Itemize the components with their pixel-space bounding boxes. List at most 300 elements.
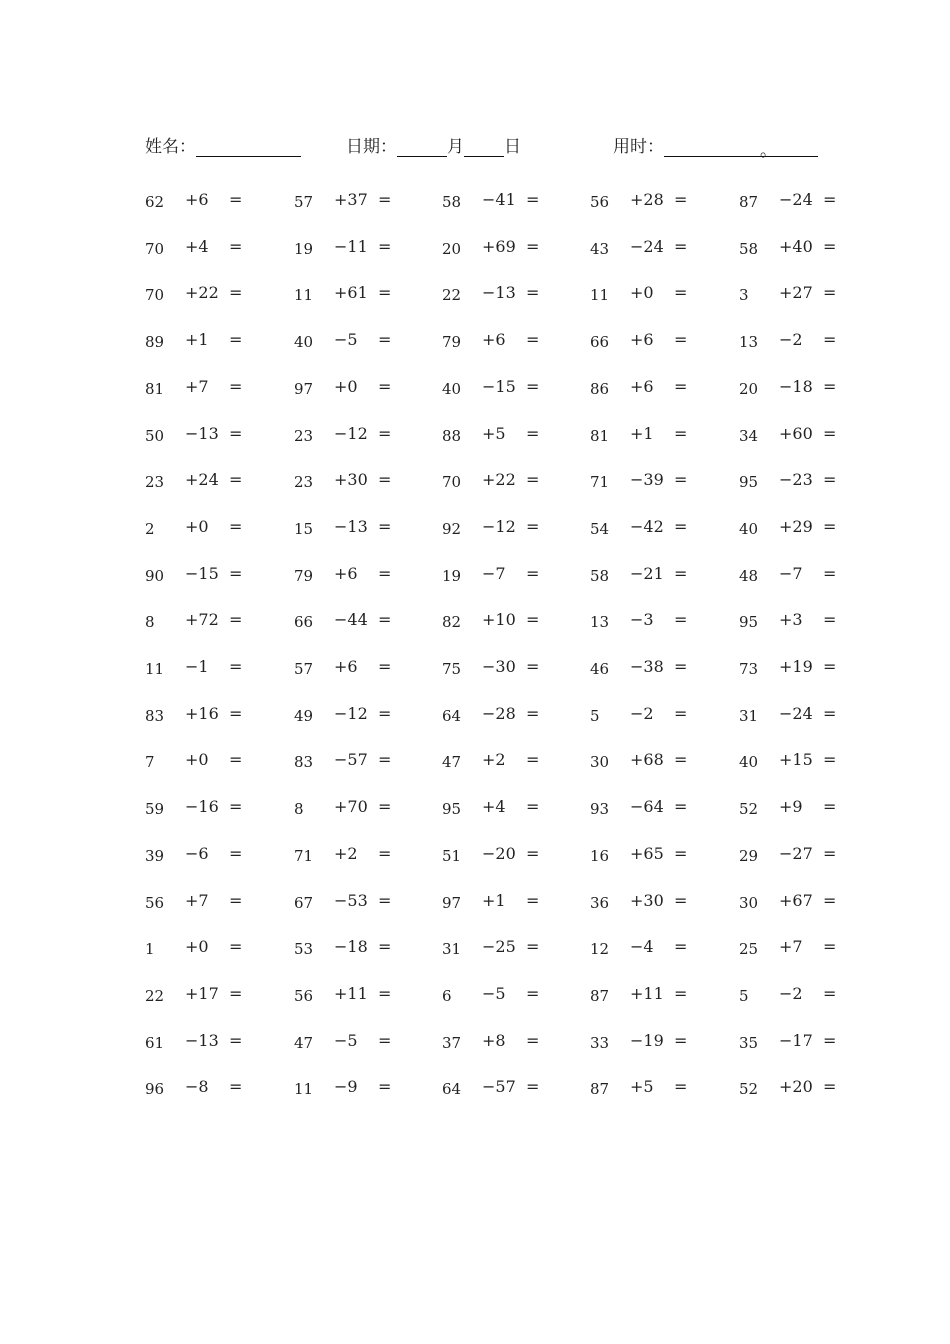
- equals-sign: =: [823, 843, 837, 863]
- problem-row: [0, 842, 950, 872]
- operator-operand-b: −28: [482, 703, 516, 723]
- equals-sign: =: [229, 703, 243, 723]
- operand-a: 40: [294, 333, 314, 352]
- operand-a: 35: [739, 1033, 759, 1052]
- problem-row: [0, 608, 950, 638]
- equals-sign: =: [526, 236, 540, 256]
- operator-operand-b: −16: [185, 797, 219, 817]
- operator-operand-b: −25: [482, 937, 516, 957]
- operand-a: 40: [739, 519, 759, 538]
- problem-row: [0, 1029, 950, 1059]
- equals-sign: =: [526, 283, 540, 303]
- equals-sign: =: [378, 1030, 392, 1050]
- equals-sign: =: [526, 516, 540, 536]
- equals-sign: =: [229, 516, 243, 536]
- problem-row: [0, 188, 950, 218]
- operator-operand-b: +10: [482, 610, 516, 630]
- problem-row: [0, 375, 950, 405]
- operator-operand-b: +72: [185, 610, 219, 630]
- equals-sign: =: [378, 890, 392, 910]
- equals-sign: =: [378, 797, 392, 817]
- operand-a: 39: [145, 846, 165, 865]
- problem-row: [0, 468, 950, 498]
- operand-a: 58: [590, 566, 610, 585]
- operand-a: 40: [739, 753, 759, 772]
- operand-a: 30: [590, 753, 610, 772]
- operator-operand-b: −38: [630, 657, 664, 676]
- operand-a: 56: [294, 986, 314, 1005]
- equals-sign: =: [823, 703, 837, 723]
- operand-a: 11: [294, 1080, 314, 1099]
- operand-a: 31: [442, 940, 462, 959]
- equals-sign: =: [526, 330, 540, 350]
- operand-a: 11: [294, 286, 314, 305]
- operand-a: 92: [442, 519, 462, 538]
- equals-sign: =: [823, 610, 837, 630]
- operator-operand-b: +6: [630, 376, 654, 396]
- operator-operand-b: +6: [630, 330, 654, 350]
- equals-sign: =: [823, 516, 837, 536]
- operator-operand-b: −12: [482, 516, 516, 536]
- operator-operand-b: −19: [630, 1030, 664, 1050]
- operand-a: 47: [294, 1033, 314, 1052]
- operand-a: 15: [294, 519, 314, 538]
- equals-sign: =: [674, 563, 688, 583]
- problem-row: [0, 889, 950, 919]
- equals-sign: =: [378, 236, 392, 256]
- operator-operand-b: +1: [185, 330, 209, 350]
- equals-sign: =: [823, 190, 837, 209]
- operand-a: 29: [739, 846, 759, 865]
- operator-operand-b: −13: [185, 423, 219, 443]
- operand-a: 56: [590, 193, 610, 211]
- equals-sign: =: [823, 750, 837, 770]
- operator-operand-b: −12: [334, 703, 368, 723]
- equals-sign: =: [229, 563, 243, 583]
- equals-sign: =: [674, 236, 688, 256]
- equals-sign: =: [526, 376, 540, 396]
- operand-a: 95: [739, 473, 759, 492]
- operator-operand-b: +16: [185, 703, 219, 723]
- operand-a: 12: [590, 940, 610, 959]
- operator-operand-b: +65: [630, 843, 664, 863]
- operator-operand-b: +1: [630, 423, 654, 443]
- operator-operand-b: +30: [630, 890, 664, 910]
- equals-sign: =: [526, 423, 540, 443]
- operand-a: 62: [145, 193, 165, 211]
- problem-row: [0, 655, 950, 685]
- operator-operand-b: −24: [630, 236, 664, 256]
- operator-operand-b: +11: [630, 983, 664, 1003]
- operator-operand-b: −44: [334, 610, 368, 630]
- operand-a: 25: [739, 940, 759, 959]
- operand-a: 13: [590, 613, 610, 632]
- operator-operand-b: +11: [334, 983, 368, 1003]
- operator-operand-b: −13: [482, 283, 516, 303]
- equals-sign: =: [526, 983, 540, 1003]
- operator-operand-b: +37: [334, 190, 368, 209]
- operand-a: 8: [294, 800, 304, 819]
- operator-operand-b: +69: [482, 236, 516, 256]
- equals-sign: =: [674, 657, 688, 676]
- equals-sign: =: [823, 890, 837, 910]
- operand-a: 87: [590, 986, 610, 1005]
- equals-sign: =: [229, 610, 243, 630]
- operator-operand-b: +40: [779, 236, 813, 256]
- equals-sign: =: [674, 937, 688, 957]
- operand-a: 8: [145, 613, 155, 632]
- operand-a: 31: [739, 706, 759, 725]
- operator-operand-b: −39: [630, 470, 664, 490]
- equals-sign: =: [378, 190, 392, 209]
- operator-operand-b: +6: [334, 657, 358, 676]
- operator-operand-b: +0: [185, 516, 209, 536]
- operand-a: 81: [145, 379, 165, 398]
- problem-row: [0, 795, 950, 825]
- operator-operand-b: +22: [185, 283, 219, 303]
- equals-sign: =: [526, 890, 540, 910]
- equals-sign: =: [674, 1077, 688, 1097]
- operator-operand-b: −5: [334, 1030, 358, 1050]
- operand-a: 5: [739, 986, 749, 1005]
- operand-a: 23: [145, 473, 165, 492]
- equals-sign: =: [674, 470, 688, 490]
- equals-sign: =: [526, 703, 540, 723]
- operand-a: 89: [145, 333, 165, 352]
- equals-sign: =: [526, 470, 540, 490]
- operator-operand-b: −7: [779, 563, 803, 583]
- equals-sign: =: [229, 890, 243, 910]
- equals-sign: =: [526, 797, 540, 817]
- operator-operand-b: −13: [334, 516, 368, 536]
- name-label: 姓名：: [145, 137, 196, 157]
- operand-a: 67: [294, 893, 314, 912]
- operator-operand-b: −1: [185, 657, 209, 676]
- operand-a: 46: [590, 660, 610, 678]
- operator-operand-b: +70: [334, 797, 368, 817]
- equals-sign: =: [674, 890, 688, 910]
- equals-sign: =: [526, 937, 540, 957]
- equals-sign: =: [823, 797, 837, 817]
- operand-a: 88: [442, 426, 462, 445]
- operator-operand-b: +0: [630, 283, 654, 303]
- operator-operand-b: −6: [185, 843, 209, 863]
- equals-sign: =: [229, 750, 243, 770]
- equals-sign: =: [229, 797, 243, 817]
- operand-a: 7: [145, 753, 155, 772]
- operator-operand-b: −15: [185, 563, 219, 583]
- equals-sign: =: [674, 423, 688, 443]
- equals-sign: =: [823, 236, 837, 256]
- operator-operand-b: −23: [779, 470, 813, 490]
- problem-row: [0, 515, 950, 545]
- problem-row: [0, 562, 950, 592]
- operator-operand-b: +0: [334, 376, 358, 396]
- operator-operand-b: −2: [779, 330, 803, 350]
- operand-a: 43: [590, 239, 610, 258]
- operand-a: 64: [442, 706, 462, 725]
- operator-operand-b: +4: [482, 797, 506, 817]
- operator-operand-b: +27: [779, 283, 813, 303]
- operator-operand-b: −57: [482, 1077, 516, 1097]
- operand-a: 71: [294, 846, 314, 865]
- operand-a: 22: [145, 986, 165, 1005]
- operator-operand-b: −20: [482, 843, 516, 863]
- operand-a: 34: [739, 426, 759, 445]
- operator-operand-b: +6: [185, 190, 209, 209]
- equals-sign: =: [229, 983, 243, 1003]
- problem-row: [0, 935, 950, 965]
- operand-a: 16: [590, 846, 610, 865]
- operand-a: 3: [739, 286, 749, 305]
- operator-operand-b: +9: [779, 797, 803, 817]
- operand-a: 70: [145, 286, 165, 305]
- operand-a: 53: [294, 940, 314, 959]
- operand-a: 22: [442, 286, 462, 305]
- equals-sign: =: [526, 563, 540, 583]
- operator-operand-b: −18: [334, 937, 368, 957]
- operand-a: 59: [145, 800, 165, 819]
- equals-sign: =: [823, 937, 837, 957]
- operand-a: 20: [442, 239, 462, 258]
- operand-a: 96: [145, 1080, 165, 1099]
- operand-a: 70: [145, 239, 165, 258]
- date-label: 日期：: [346, 137, 397, 157]
- equals-sign: =: [823, 376, 837, 396]
- operator-operand-b: +19: [779, 657, 813, 676]
- operator-operand-b: +22: [482, 470, 516, 490]
- operand-a: 87: [590, 1080, 610, 1099]
- operand-a: 97: [442, 893, 462, 912]
- operator-operand-b: +68: [630, 750, 664, 770]
- equals-sign: =: [823, 657, 837, 676]
- day-label: 日: [504, 137, 521, 157]
- operator-operand-b: +2: [482, 750, 506, 770]
- operator-operand-b: −21: [630, 563, 664, 583]
- equals-sign: =: [378, 470, 392, 490]
- operand-a: 79: [294, 566, 314, 585]
- equals-sign: =: [378, 750, 392, 770]
- operand-a: 87: [739, 193, 759, 211]
- problem-row: [0, 422, 950, 452]
- equals-sign: =: [378, 516, 392, 536]
- operator-operand-b: −8: [185, 1077, 209, 1097]
- operand-a: 19: [442, 566, 462, 585]
- operator-operand-b: −64: [630, 797, 664, 817]
- month-label: 月: [447, 137, 464, 157]
- operator-operand-b: −15: [482, 376, 516, 396]
- equals-sign: =: [823, 330, 837, 350]
- equals-sign: =: [378, 703, 392, 723]
- equals-sign: =: [378, 843, 392, 863]
- operator-operand-b: −24: [779, 703, 813, 723]
- equals-sign: =: [378, 283, 392, 303]
- equals-sign: =: [674, 750, 688, 770]
- equals-sign: =: [823, 563, 837, 583]
- equals-sign: =: [674, 516, 688, 536]
- operator-operand-b: +5: [482, 423, 506, 443]
- operand-a: 49: [294, 706, 314, 725]
- equals-sign: =: [378, 423, 392, 443]
- operand-a: 97: [294, 379, 314, 398]
- equals-sign: =: [229, 937, 243, 957]
- problem-row: [0, 235, 950, 265]
- equals-sign: =: [229, 470, 243, 490]
- equals-sign: =: [674, 1030, 688, 1050]
- problem-row: [0, 748, 950, 778]
- operand-a: 6: [442, 986, 452, 1005]
- equals-sign: =: [378, 563, 392, 583]
- operand-a: 66: [294, 613, 314, 632]
- equals-sign: =: [229, 283, 243, 303]
- equals-sign: =: [229, 1030, 243, 1050]
- problem-row: [0, 982, 950, 1012]
- equals-sign: =: [823, 283, 837, 303]
- operator-operand-b: +29: [779, 516, 813, 536]
- operator-operand-b: +61: [334, 283, 368, 303]
- problem-row: [0, 281, 950, 311]
- operator-operand-b: +7: [779, 937, 803, 957]
- equals-sign: =: [674, 610, 688, 630]
- problem-row: [0, 1075, 950, 1105]
- equals-sign: =: [674, 190, 688, 209]
- operator-operand-b: +24: [185, 470, 219, 490]
- operator-operand-b: +28: [630, 190, 664, 209]
- operand-a: 95: [442, 800, 462, 819]
- equals-sign: =: [526, 1077, 540, 1097]
- operator-operand-b: −42: [630, 516, 664, 536]
- operator-operand-b: −17: [779, 1030, 813, 1050]
- operator-operand-b: −4: [630, 937, 654, 957]
- operator-operand-b: +3: [779, 610, 803, 630]
- equals-sign: =: [526, 1030, 540, 1050]
- operator-operand-b: +7: [185, 376, 209, 396]
- operand-a: 19: [294, 239, 314, 258]
- operator-operand-b: +0: [185, 937, 209, 957]
- equals-sign: =: [229, 330, 243, 350]
- operator-operand-b: +6: [334, 563, 358, 583]
- operand-a: 79: [442, 333, 462, 352]
- time-label: 用时：: [613, 137, 664, 157]
- operand-a: 64: [442, 1080, 462, 1099]
- operand-a: 40: [442, 379, 462, 398]
- operand-a: 50: [145, 426, 165, 445]
- equals-sign: =: [823, 983, 837, 1003]
- operator-operand-b: −2: [630, 703, 654, 723]
- operator-operand-b: +2: [334, 843, 358, 863]
- operand-a: 70: [442, 473, 462, 492]
- operand-a: 71: [590, 473, 610, 492]
- equals-sign: =: [674, 283, 688, 303]
- operator-operand-b: +6: [482, 330, 506, 350]
- operator-operand-b: −9: [334, 1077, 358, 1097]
- operand-a: 52: [739, 800, 759, 819]
- operator-operand-b: −2: [779, 983, 803, 1003]
- equals-sign: =: [526, 610, 540, 630]
- equals-sign: =: [229, 657, 243, 676]
- operator-operand-b: +5: [630, 1077, 654, 1097]
- equals-sign: =: [674, 376, 688, 396]
- equals-sign: =: [229, 1077, 243, 1097]
- equals-sign: =: [823, 1030, 837, 1050]
- equals-sign: =: [674, 983, 688, 1003]
- operand-a: 56: [145, 893, 165, 912]
- operator-operand-b: +1: [482, 890, 506, 910]
- equals-sign: =: [674, 797, 688, 817]
- operator-operand-b: +7: [185, 890, 209, 910]
- equals-sign: =: [229, 843, 243, 863]
- equals-sign: =: [674, 843, 688, 863]
- equals-sign: =: [526, 190, 540, 209]
- operand-a: 5: [590, 706, 600, 725]
- equals-sign: =: [378, 937, 392, 957]
- operator-operand-b: −3: [630, 610, 654, 630]
- operator-operand-b: +67: [779, 890, 813, 910]
- operator-operand-b: −7: [482, 563, 506, 583]
- operator-operand-b: +20: [779, 1077, 813, 1097]
- operand-a: 33: [590, 1033, 610, 1052]
- operand-a: 86: [590, 379, 610, 398]
- time-period: 。: [760, 141, 777, 161]
- problem-row: [0, 328, 950, 358]
- operand-a: 54: [590, 519, 610, 538]
- operand-a: 83: [294, 753, 314, 772]
- operator-operand-b: +60: [779, 423, 813, 443]
- operand-a: 2: [145, 519, 155, 538]
- operand-a: 1: [145, 940, 155, 959]
- operand-a: 48: [739, 566, 759, 585]
- operand-a: 58: [739, 239, 759, 258]
- operand-a: 73: [739, 660, 759, 678]
- operator-operand-b: +17: [185, 983, 219, 1003]
- equals-sign: =: [378, 983, 392, 1003]
- operand-a: 37: [442, 1033, 462, 1052]
- operand-a: 47: [442, 753, 462, 772]
- equals-sign: =: [823, 470, 837, 490]
- equals-sign: =: [229, 376, 243, 396]
- operator-operand-b: +15: [779, 750, 813, 770]
- equals-sign: =: [229, 236, 243, 256]
- operator-operand-b: −30: [482, 657, 516, 676]
- equals-sign: =: [378, 330, 392, 350]
- operand-a: 81: [590, 426, 610, 445]
- operator-operand-b: −27: [779, 843, 813, 863]
- equals-sign: =: [378, 657, 392, 676]
- operator-operand-b: +4: [185, 236, 209, 256]
- operator-operand-b: −11: [334, 236, 368, 256]
- operator-operand-b: −24: [779, 190, 813, 209]
- equals-sign: =: [378, 1077, 392, 1097]
- operator-operand-b: +30: [334, 470, 368, 490]
- operand-a: 11: [145, 660, 165, 678]
- operator-operand-b: +8: [482, 1030, 506, 1050]
- operand-a: 20: [739, 379, 759, 398]
- problem-row: [0, 702, 950, 732]
- operator-operand-b: −53: [334, 890, 368, 910]
- operator-operand-b: −41: [482, 190, 516, 209]
- operand-a: 23: [294, 426, 314, 445]
- operand-a: 75: [442, 660, 462, 678]
- operand-a: 93: [590, 800, 610, 819]
- equals-sign: =: [526, 657, 540, 676]
- equals-sign: =: [526, 843, 540, 863]
- operand-a: 57: [294, 193, 314, 211]
- operand-a: 83: [145, 706, 165, 725]
- operator-operand-b: −18: [779, 376, 813, 396]
- operator-operand-b: −57: [334, 750, 368, 770]
- equals-sign: =: [674, 703, 688, 723]
- operand-a: 52: [739, 1080, 759, 1099]
